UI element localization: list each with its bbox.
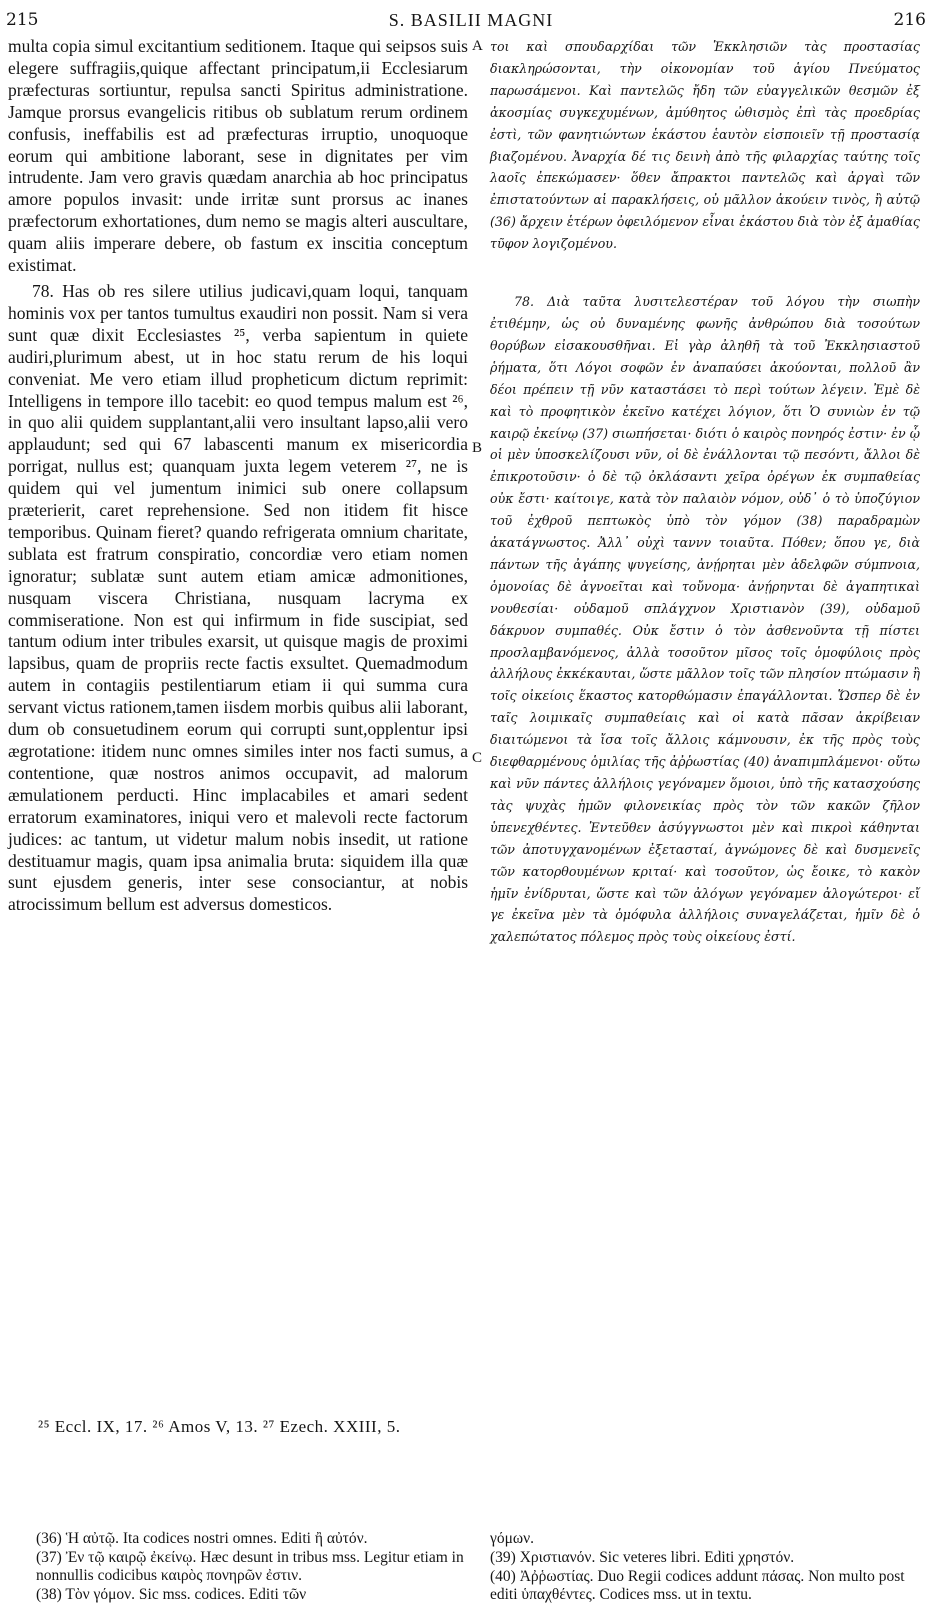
note-38: (38) Τὸν γόμον. Sic mss. codices. Editi τῶν (36, 1586, 307, 1603)
greek-paragraph-2: 78. Διὰ ταῦτα λυσιτελεστέραν τοῦ λόγου τὴν σιωπὴν ἐτιθέμην, ὡς οὐ δυναμένης φωνῆς ἀνθρώπου διὰ τοσούτων θορύβων εἰσακουσθῆναι. Εἰ γὰρ ἀληθῆ τὰ τοῦ Ἐκκλησιαστοῦ ῥήματα, ὅτι Λόγοι σοφῶν ἐν ἀναπαύσει ἀκούονται, πολλοῦ ἂν δέοι πρέπειν τῇ νῦν καταστάσει τὸ περὶ τούτων λέγειν. Ἐμὲ δὲ καὶ τὸ προφητικὸν ἐκεῖνο κατέχει λόγιον, ὅτι Ὁ συνιὼν ἐν τῷ καιρῷ ἐκείνῳ (37) σιωπήσεται· διότι ὁ καιρὸς πονηρός ἐστιν· ἐν ᾧ οἱ μὲν ὑποσκελίζουσι νῦν, οἱ δὲ ἐνάλλονται τῷ πεσόντι, ἄλλοι δὲ ἐπικροτοῦσιν· ὁ δὲ τῷ ὀκλάσαντι χεῖρα ὀρέγων ἐκ συμπαθείας οὐκ ἔστι· καίτοιγε, κατὰ τὸν παλαιὸν νόμον, οὐδ᾽ ὁ τὸ ὑποζύγιον τοῦ ἐχθροῦ πεπτωκὸς ὑπὸ τὸν γόμον (38) παραδραμὼν ἀκατάγνωστος. Ἀλλ᾽ οὐχὶ ταννν τοιαῦτα. Πόθεν; ὅπου γε, διὰ πάντων τῆς ἀγάπης ψυγείσης, ἀνῄρηται μὲν ἀδελφῶν σύμπνοια, ὁμονοίας δὲ ἀγνοεῖται καὶ τοὔνομα· ἀνῄρηνται δὲ ἀγαπητικαὶ νουθεσίαι· οὐδαμοῦ σπλάγχνον Χριστιανὸν (39), οὐδαμοῦ δάκρυον συμπαθές. Οὐκ ἔστιν ὁ τὸν ἀσθενοῦντα τῇ πίστει προσλαμβανόμενος, ἀλλὰ τοσοῦτον μῖσος τοῖς ὁμοφύλοις πρὸς ἀλλήλους ἐκκέκαυται, ὥστε μᾶλλον τοῖς τῶν πλησίον πτώμασιν ἢ τοῖς οἰκείοις ἕκαστος κατορθώμασιν ἐπαγάλλονται. Ὥσπερ δὲ ἐν ταῖς λοιμικαῖς συμπαθείαις καὶ οἱ κατὰ πᾶσαν ἀκρίβειαν διαιτώμενοι τὰ ἴσα τοῖς ἄλλοις κάμνουσιν, ἐκ τῆς πρὸς τοὺς διεφθαρμένους ὁμιλίας τῆς ἀῤῥωστίας (40) ἀναπιμπλάμενοι· οὕτω καὶ νῦν πάντες ἀλλήλοις γεγόναμεν ὅμοιοι, ὑπὸ τῆς κατασχούσης τὰς ψυχὰς ἡμῶν φιλονεικίας πρὸς τὸν τῶν κακῶν ζῆλον ὑπενεχθέντες. Ἐντεῦθεν ἀσύγγνωστοι μὲν καὶ πικροὶ κάθηνται τῶν ἀποτυγχανομένων ἐξετασταί, ἀγνώμονες δὲ καὶ δυσμενεῖς τῶν κατορθουμένων κριταί· καὶ τοσοῦτον, ὡς ἔοικε, τὸ κακὸν ἡμῖν ἐνίδρυται, ὥστε καὶ τῶν ἀλόγων γεγόναμεν ἀλογώτεροι· εἴ γε ἐκεῖνα μὲν τὰ ὁμόφυλα ἀλλήλοις συναγελάζεται, ἡμῖν δὲ ὁ χαλεπώτατος πόλεμος πρὸς τοὺς οἰκείους ἐστί. (490, 294, 920, 945)
latin-paragraph-1: multa copia simul excitantium seditionem. Itaque qui seipsos suis elegere suffragiis,quique affectant principatum,ii Ecclesiarum præfecturas sortiuntur, repulsa sancti Spiritus administratione. Jamque prorsus evangelicis ritibus ob sublatum rerum ordinem confusis, ineffabilis est ad præfecturas irruptio, unoquoque eorum qui ambitione laborant, sese in dignitates per vim intrudente. Jam vero gravis quædam anarchia ab hoc principatus amore populos invasit: unde irritæ sunt prorsus ac inanes præfectorum exhortationes, dum nemo se magis alteri auscultare, quam aliis imperare debere, ob fastum ex inscitia conceptum existimat. (8, 36, 468, 276)
note-37: (37) Ἐν τῷ καιρῷ ἐκείνῳ. Hæc desunt in tribus mss. Legitur etiam in nonnullis codicibus καιρὸς πονηρῶν ἐστιν. (36, 1549, 464, 1584)
note-40: (40) Ἀῤῥωστίας. Duo Regii codices addunt πάσας. Non multo post editi ὑπαχθέντες. Codices mss. ut in textu. (490, 1568, 905, 1603)
running-title: S. BASILII MAGNI (388, 10, 554, 30)
scripture-references: ²⁵ Eccl. IX, 17. ²⁶ Amos V, 13. ²⁷ Ezech. XXIII, 5. (38, 1417, 401, 1436)
note-39: (39) Χριστιανόν. Sic veteres libri. Editi χρηστόν. (490, 1549, 795, 1566)
note-38-continued: γόμων. (490, 1530, 534, 1547)
latin-paragraph-2: 78. Has ob res silere utilius judicavi,quam loqui, tanquam hominis vox per tantos tumultus exaudiri non possit. Nam si vera sunt quæ dixit Ecclesiastes ²⁵, verba sapientum in quiete audiri,plurimum abest, ut in hoc statu rerum de his loqui conveniat. Me vero etiam illud propheticum dictum reprimit: Intelligens in tempore illo tacebit: eo quod tempus malum est ²⁶, in quo alii quidem supplantant,alii vero insultant lapso,alii vero applaudunt; sed qui 67 labascenti manum ex misericordia porrigat, nullus est; quanquam juxta legem veterem ²⁷, ne is quidem qui vel jumentum inimici sub onere collapsum præterierit, caret reprehensione. Sed non itidem fit hisce temporibus. Quinam fieret? quando refrigerata omnium charitate, sublata est fratrum conspiratio, concordiæ vero etiam nomen ignoratur; sublatæ sunt autem etiam amicæ admonitiones, nusquam viscera Christiana, nusquam lacryma ex commiseratione. Non est qui infirmum in fide suscipiat, sed tantum odium inter tribules exarsit, ut quisque magis de proximi lapsibus, quam de propriis recte factis exsultet. Quemadmodum autem in contagiis pestilentiarum etiam ii qui summa cura servant victus rationem,tamen iisdem morbis quibus alii laborant, dum ob consuetudinem eorum qui corrupti sunt,opplentur ipsi ægrotatione: itidem nunc omnes similes inter nos facti sumus, a contentione, quæ nostros animos occupavit, ad malorum æmulationem perducti. Hinc implacabiles et amari sedent erratorum examinatores, iniqui vero et malevoli recte factorum judices: ac tantum, ut videtur malum nobis insedit, ut ratione destituamur magis, quam ipsa animalia bruta: siquidem illa quæ sunt ejusdem generis, inter sese consociantur, at nobis atrocissimum bellum est adversus domesticos. (8, 280, 468, 915)
latin-column (8, 36, 468, 916)
notes-left (36, 1530, 476, 1605)
greek-paragraph-1: τοι καὶ σπουδαρχίδαι τῶν Ἐκκλησιῶν τὰς προστασίας διακληρώσονται, τὴν οἰκονομίαν τοῦ ἁγίου Πνεύματος παρωσάμενοι. Καὶ παντελῶς ἤδη τῶν εὐαγγελικῶν θεσμῶν ἐξ ἀκοσμίας συγκεχυμένων, ἀμύθητος ὠθισμὸς ἐπὶ τὰς προεδρίας ἐστὶ, τῶν φανητιώντων ἑκάστου ἑαυτὸν εἰσποιεῖν τῇ προστασίᾳ βιαζομένου. Ἀναρχία δέ τις δεινὴ ἀπὸ τῆς φιλαρχίας ταύτης τοῖς λαοῖς ἐπεκώμασεν· ὅθεν ἄπρακτοι παντελῶς καὶ ἀργαὶ τῶν ἐπιστατούντων αἱ παρακλήσεις, οὐ μᾶλλον ἀκούειν τινὸς, ἢ αὐτῷ (36) ἄρχειν ἑτέρων ὀφειλόμενον εἶναι ἑκάστου διὰ τὸν ἐξ ἀμαθίας τῦφον λογιζομένου. (490, 39, 920, 252)
note-36: (36) Ἡ αὐτῷ. Ita codices nostri omnes. Editi ἢ αὐτόν. (36, 1530, 368, 1547)
right-page-number: 216 (893, 10, 926, 30)
greek-column (490, 36, 920, 948)
notes-right (490, 1530, 920, 1605)
margin-letter-b: B (472, 440, 483, 456)
left-page-number: 215 (6, 10, 39, 30)
margin-letter-a: A (472, 38, 483, 54)
margin-letter-c: C (472, 750, 483, 766)
